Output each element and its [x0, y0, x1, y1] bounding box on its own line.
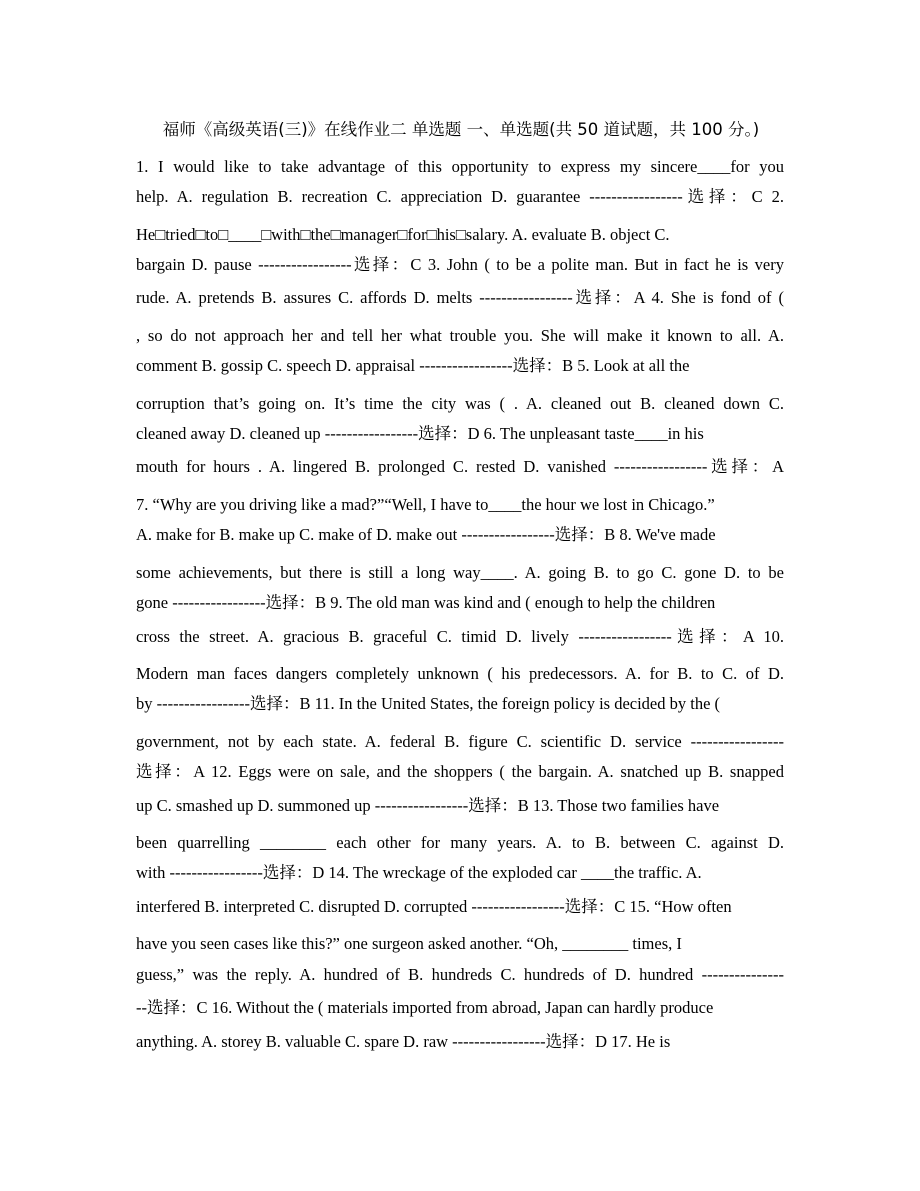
text-line: government, not by each state. A. federal B. figure C. scientific D. service ----------------- — [136, 732, 784, 751]
text-line: some achievements, but there is still a long way____. A. going B. to go C. gone D. to be — [136, 563, 784, 582]
text-line: anything. A. storey B. valuable C. spare D. raw -----------------选择：D 17. He is — [136, 1032, 671, 1051]
text-line: comment B. gossip C. speech D. appraisal -----------------选择：B 5. Look at all the — [136, 356, 690, 375]
text-line: gone -----------------选择：B 9. The old man was kind and ( enough to help the children — [136, 593, 716, 612]
text-line: been quarrelling ________ each other for many years. A. to B. between C. against D. — [136, 833, 784, 852]
text-line: 选择：A 12. Eggs were on sale, and the shoppers ( the bargain. A. snatched up B. snapped — [136, 762, 784, 781]
text-line: help. A. regulation B. recreation C. appreciation D. guarantee -----------------选择：C 2. — [136, 187, 784, 206]
text-line: with -----------------选择：D 14. The wreckage of the exploded car ____the traffic. A. — [136, 863, 702, 882]
text-line: 1. I would like to take advantage of this opportunity to express my sincere____for you — [136, 157, 784, 176]
text-line: cross the street. A. gracious B. graceful C. timid D. lively -----------------选择：A 10. — [136, 627, 784, 646]
text-line: by -----------------选择：B 11. In the United States, the foreign policy is decided by the ( — [136, 694, 721, 713]
text-line: --选择：C 16. Without the ( materials imported from abroad, Japan can hardly produce — [136, 998, 714, 1017]
text-line: corruption that’s going on. It’s time the city was ( . A. cleaned out B. cleaned down C. — [136, 394, 784, 413]
document-title: 福师《高级英语(三)》在线作业二 单选题 一、单选题(共 50 道试题，共 100 分。) — [162, 120, 760, 139]
text-line: 7. “Why are you driving like a mad?”“Well, I have to____the hour we lost in Chicago.” — [136, 495, 715, 514]
text-line: up C. smashed up D. summoned up -----------------选择：B 13. Those two families have — [136, 796, 720, 815]
text-line: A. make for B. make up C. make of D. make out -----------------选择：B 8. We've made — [136, 525, 716, 544]
text-line: He□tried□to□____□with□the□manager□for□his□salary. A. evaluate B. object C. — [136, 225, 670, 244]
text-line: mouth for hours . A. lingered B. prolonged C. rested D. vanished -----------------选择：A — [136, 457, 784, 476]
text-line: guess,” was the reply. A. hundred of B. hundreds C. hundreds of D. hundred --------------- — [136, 965, 784, 984]
text-line: cleaned away D. cleaned up -----------------选择：D 6. The unpleasant taste____in his — [136, 424, 704, 443]
text-line: have you seen cases like this?” one surgeon asked another. “Oh, ________ times, I — [136, 934, 682, 953]
text-line: interfered B. interpreted C. disrupted D. corrupted -----------------选择：C 15. “How often — [136, 897, 732, 916]
text-line: , so do not approach her and tell her what trouble you. She will make it known to all. A. — [136, 326, 784, 345]
text-line: rude. A. pretends B. assures C. affords D. melts -----------------选择：A 4. She is fond of ( — [136, 288, 784, 307]
text-line: bargain D. pause -----------------选择：C 3. John ( to be a polite man. But in fact he is very — [136, 255, 784, 274]
text-line: Modern man faces dangers completely unknown ( his predecessors. A. for B. to C. of D. — [136, 664, 784, 683]
